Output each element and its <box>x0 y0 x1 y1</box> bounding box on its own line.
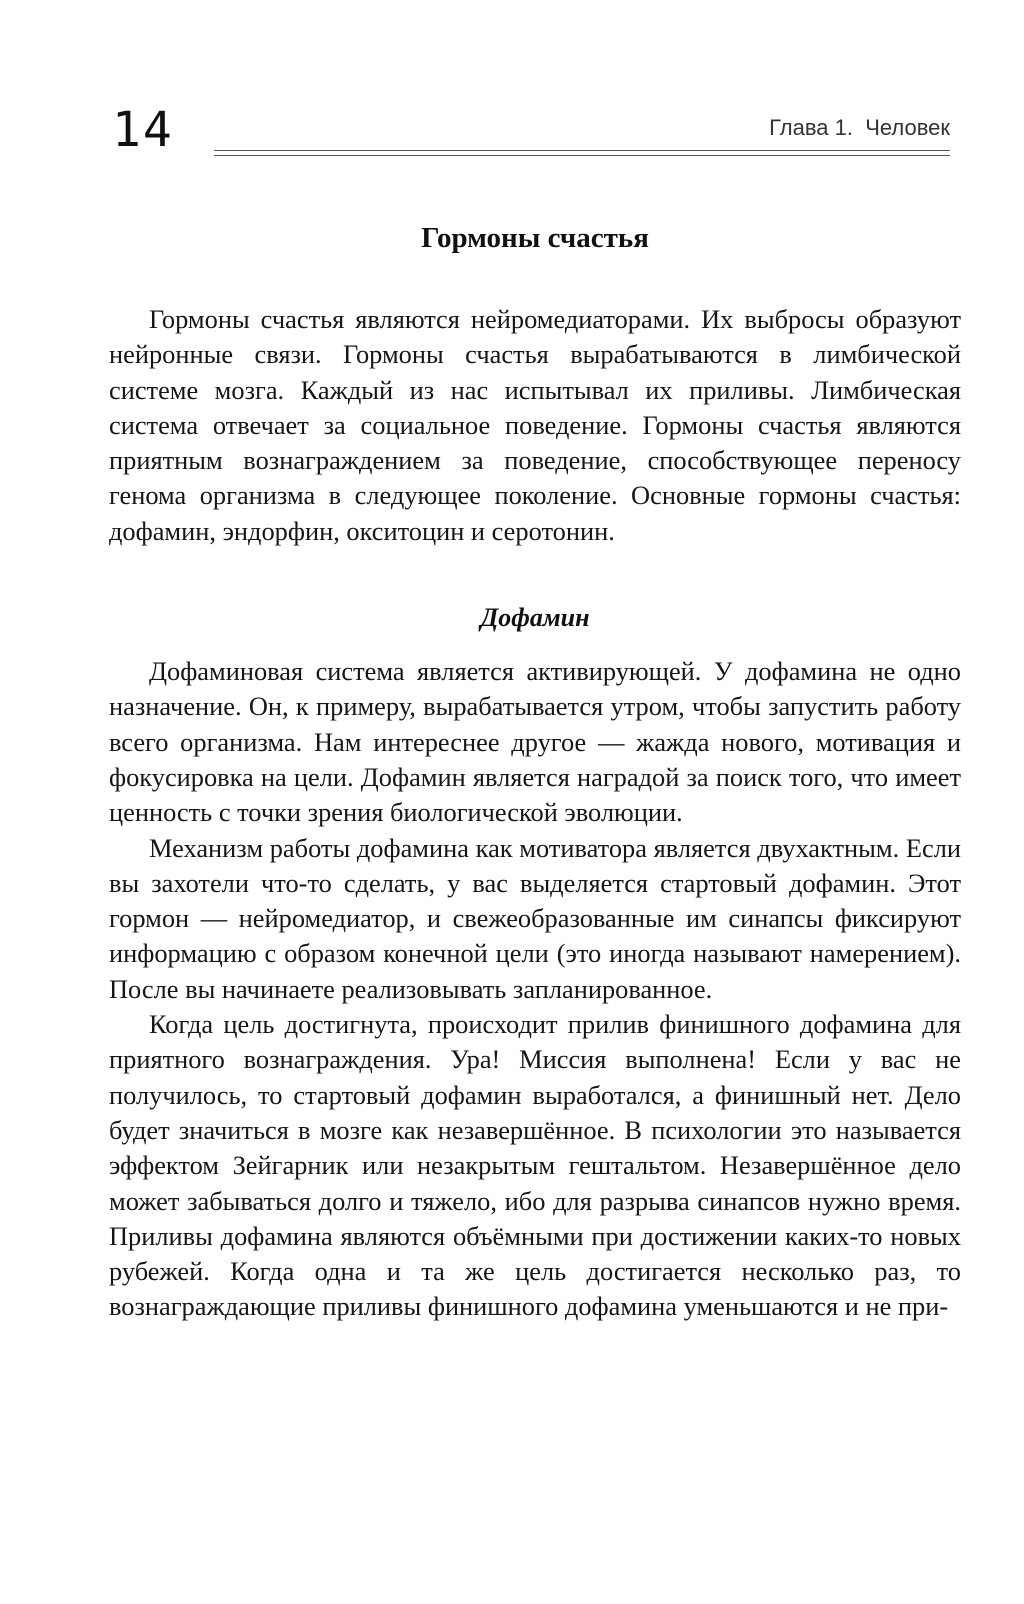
section-title: Гормоны счастья <box>421 222 649 254</box>
page-number: 14 <box>112 102 174 158</box>
running-head: Глава 1. Человек <box>769 115 950 140</box>
subsection-paragraph: Механизм работы дофамина как мотиватора является двухактным. Если вы захотели что-то сделать, у вас выделяется стартовый дофамин. Этот гормон — нейромедиатор, и свежеобразованные им синапсы фиксируют информацию с образом конечной цели (это иногда называют намерением). После вы начинаете реализовывать запланированное. <box>109 832 961 1004</box>
header-double-rule <box>214 150 950 156</box>
section-paragraph: Гормоны счастья являются нейромедиаторами. Их выбросы образуют нейронные связи. Гормоны счастья вырабатываются в лимбической системе мозга. Каждый из нас испытывал их приливы. Лимбическая система отвечает за социальное поведение. Гормоны счастья являются приятным вознаграждением за поведение, способствующее переносу генома организма в следующее поколение. Основные гормоны счастья: дофамин, эндорфин, окситоцин и серотонин. <box>109 304 961 546</box>
page-content <box>109 218 961 1325</box>
subsection-title: Дофамин <box>480 603 590 633</box>
subsection-paragraph: Дофаминовая система является активирующей. У дофамина не одно назначение. Он, к примеру, вырабатывается утром, чтобы запустить работу всего организма. Нам интереснее другое — жажда нового, мотивация и фокусировка на цели. Дофамин является наградой за поиск того, что имеет ценность с точки зрения биологической эволюции. <box>109 656 961 828</box>
subsection-paragraph: Когда цель достигнута, происходит прилив финишного дофамина для приятного вознаграждения. Ура! Миссия выполнена! Если у вас не получилось, то стартовый дофамин выработался, а финишный нет. Дело будет значиться в мозге как незавершённое. В психологии это называется эффектом Зейгарник или незакрытым гештальтом. Незавершённое дело может забываться долго и тяжело, ибо для разрыва синапсов нужно время. Приливы дофамина являются объёмными при достижении каких-то новых рубежей. Когда одна и та же цель достигается несколько раз, то вознаграждающие приливы финишного дофамина уменьшаются и не при- <box>109 1009 961 1322</box>
